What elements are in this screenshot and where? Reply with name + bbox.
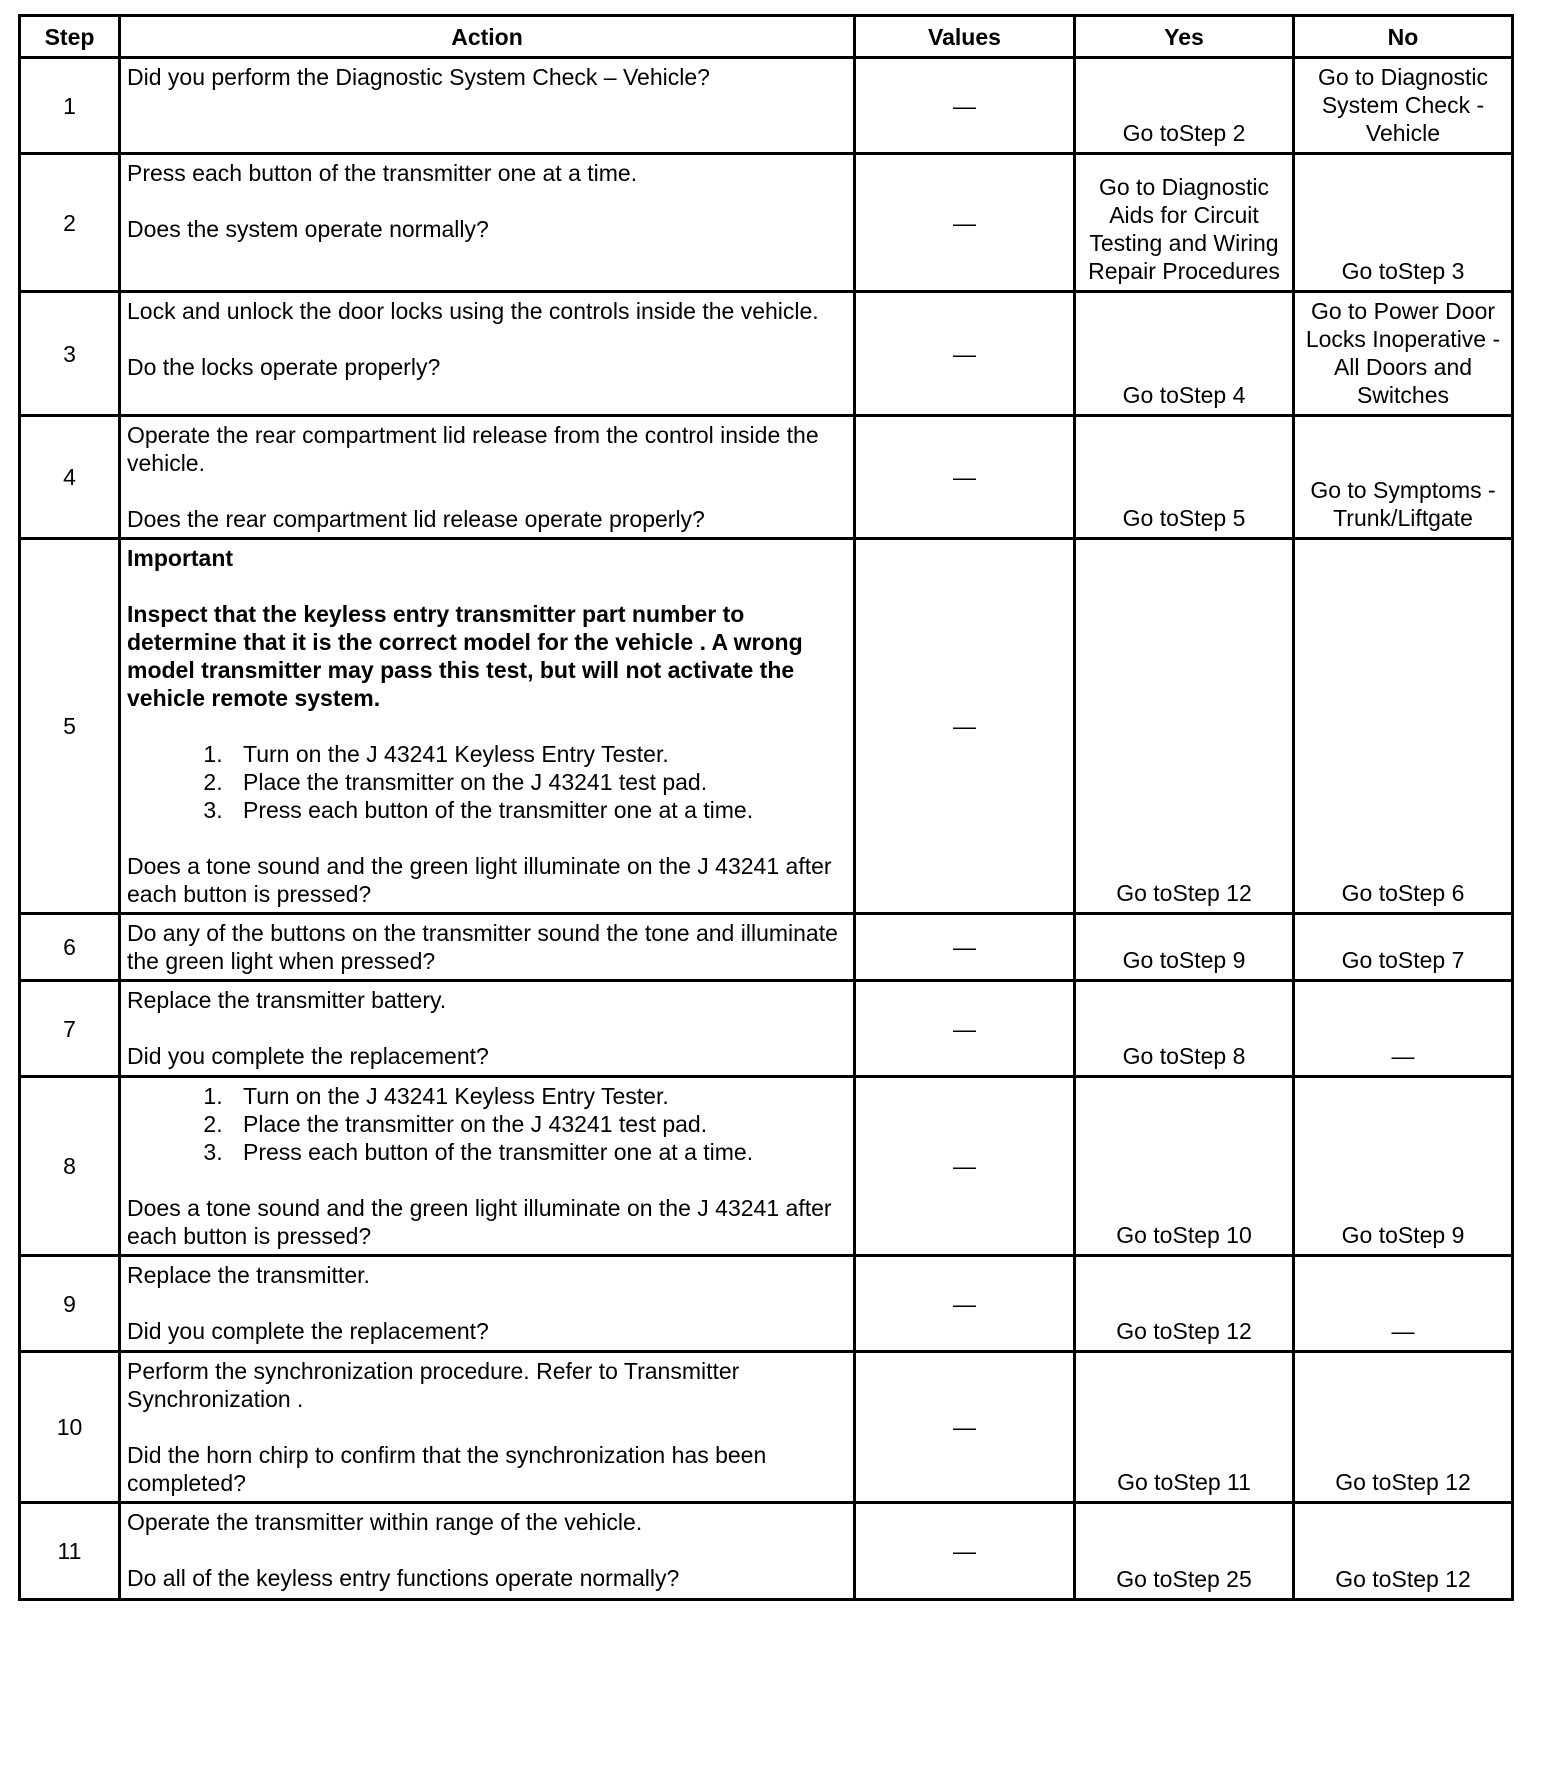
step-number: 11 xyxy=(20,1503,120,1600)
action-cell xyxy=(120,1077,855,1256)
action-text: Replace the transmitter. xyxy=(127,1262,370,1288)
yes-cell: Go toStep 9 xyxy=(1075,914,1294,981)
values-cell: — xyxy=(855,1077,1075,1256)
values-cell: — xyxy=(855,1352,1075,1503)
values-cell: — xyxy=(855,58,1075,154)
table-row xyxy=(20,539,1513,914)
step-number: 6 xyxy=(20,914,120,981)
no-cell: Go toStep 6 xyxy=(1294,539,1513,914)
action-text: Do any of the buttons on the transmitter sound the tone and illuminate the green light when pressed? xyxy=(127,920,838,974)
no-cell: Go to Diagnostic System Check - Vehicle xyxy=(1294,58,1513,154)
procedure-list xyxy=(127,1082,843,1166)
action-text: Do the locks operate properly? xyxy=(127,354,441,380)
action-text: Does a tone sound and the green light illuminate on the J 43241 after each button is pressed? xyxy=(127,853,832,907)
yes-cell: Go toStep 5 xyxy=(1075,416,1294,539)
step-number: 5 xyxy=(20,539,120,914)
yes-cell: Go toStep 10 xyxy=(1075,1077,1294,1256)
values-cell: — xyxy=(855,154,1075,292)
step-number: 10 xyxy=(20,1352,120,1503)
header-values: Values xyxy=(855,16,1075,58)
no-cell: Go toStep 9 xyxy=(1294,1077,1513,1256)
header-no: No xyxy=(1294,16,1513,58)
action-text: Lock and unlock the door locks using the controls inside the vehicle. xyxy=(127,298,819,324)
action-cell xyxy=(120,539,855,914)
yes-cell: Go toStep 12 xyxy=(1075,1256,1294,1352)
table-row xyxy=(20,914,1513,981)
table-row xyxy=(20,981,1513,1077)
no-cell: — xyxy=(1294,1256,1513,1352)
action-text: Does the system operate normally? xyxy=(127,216,489,242)
procedure-list xyxy=(127,740,843,824)
procedure-item: 2. Place the transmitter on the J 43241 test pad. xyxy=(229,768,843,796)
procedure-item: 3. Press each button of the transmitter one at a time. xyxy=(229,1138,843,1166)
table-body xyxy=(20,58,1513,1600)
yes-cell: Go toStep 4 xyxy=(1075,292,1294,416)
procedure-item: 1. Turn on the J 43241 Keyless Entry Tester. xyxy=(229,740,843,768)
diagnostic-table xyxy=(18,14,1514,1601)
procedure-item: 3. Press each button of the transmitter one at a time. xyxy=(229,796,843,824)
values-cell: — xyxy=(855,1503,1075,1600)
header-row xyxy=(20,16,1513,58)
header-action: Action xyxy=(120,16,855,58)
action-text: Operate the transmitter within range of the vehicle. xyxy=(127,1509,643,1535)
values-cell: — xyxy=(855,539,1075,914)
action-text: Perform the synchronization procedure. Refer to Transmitter Synchronization . xyxy=(127,1358,740,1412)
step-number: 4 xyxy=(20,416,120,539)
yes-cell: Go to Diagnostic Aids for Circuit Testing and Wiring Repair Procedures xyxy=(1075,154,1294,292)
action-cell xyxy=(120,1256,855,1352)
values-cell: — xyxy=(855,914,1075,981)
action-text: Did the horn chirp to confirm that the synchronization has been completed? xyxy=(127,1442,767,1496)
action-text: Operate the rear compartment lid release from the control inside the vehicle. xyxy=(127,422,819,476)
yes-cell: Go toStep 25 xyxy=(1075,1503,1294,1600)
action-text: Did you complete the replacement? xyxy=(127,1318,489,1344)
step-number: 7 xyxy=(20,981,120,1077)
header-yes: Yes xyxy=(1075,16,1294,58)
action-cell xyxy=(120,1503,855,1600)
table-row xyxy=(20,1352,1513,1503)
action-cell xyxy=(120,292,855,416)
procedure-item: 1. Turn on the J 43241 Keyless Entry Tester. xyxy=(229,1082,843,1110)
action-text: Replace the transmitter battery. xyxy=(127,987,447,1013)
yes-cell: Go toStep 12 xyxy=(1075,539,1294,914)
step-number: 3 xyxy=(20,292,120,416)
step-number: 2 xyxy=(20,154,120,292)
action-cell xyxy=(120,416,855,539)
no-cell: Go toStep 7 xyxy=(1294,914,1513,981)
step-number: 9 xyxy=(20,1256,120,1352)
action-cell xyxy=(120,981,855,1077)
no-cell: Go to Symptoms - Trunk/Liftgate xyxy=(1294,416,1513,539)
action-text: Did you perform the Diagnostic System Check – Vehicle? xyxy=(127,64,710,90)
step-number: 8 xyxy=(20,1077,120,1256)
values-cell: — xyxy=(855,416,1075,539)
no-cell: — xyxy=(1294,981,1513,1077)
no-cell: Go toStep 12 xyxy=(1294,1352,1513,1503)
no-cell: Go to Power Door Locks Inoperative - All Doors and Switches xyxy=(1294,292,1513,416)
table-row xyxy=(20,1256,1513,1352)
yes-cell: Go toStep 11 xyxy=(1075,1352,1294,1503)
values-cell: — xyxy=(855,292,1075,416)
action-cell xyxy=(120,914,855,981)
step-number: 1 xyxy=(20,58,120,154)
action-cell xyxy=(120,58,855,154)
table-row xyxy=(20,154,1513,292)
table-row xyxy=(20,416,1513,539)
action-cell xyxy=(120,1352,855,1503)
yes-cell: Go toStep 2 xyxy=(1075,58,1294,154)
no-cell: Go toStep 12 xyxy=(1294,1503,1513,1600)
action-text: Press each button of the transmitter one at a time. xyxy=(127,160,638,186)
table-row xyxy=(20,1077,1513,1256)
table-row xyxy=(20,1503,1513,1600)
values-cell: — xyxy=(855,1256,1075,1352)
no-cell: Go toStep 3 xyxy=(1294,154,1513,292)
procedure-item: 2. Place the transmitter on the J 43241 test pad. xyxy=(229,1110,843,1138)
action-cell xyxy=(120,154,855,292)
header-step: Step xyxy=(20,16,120,58)
action-text: Do all of the keyless entry functions operate normally? xyxy=(127,1565,680,1591)
table-row xyxy=(20,58,1513,154)
action-text: Does the rear compartment lid release operate properly? xyxy=(127,506,705,532)
action-text: Does a tone sound and the green light illuminate on the J 43241 after each button is pressed? xyxy=(127,1195,832,1249)
important-note: Important xyxy=(127,545,234,571)
values-cell: — xyxy=(855,981,1075,1077)
yes-cell: Go toStep 8 xyxy=(1075,981,1294,1077)
important-note: Inspect that the keyless entry transmitter part number to determine that it is the correct model for the vehicle . A wrong model transmitter may pass this test, but will not activate the vehicle remote system. xyxy=(127,601,803,711)
table-row xyxy=(20,292,1513,416)
action-text: Did you complete the replacement? xyxy=(127,1043,489,1069)
